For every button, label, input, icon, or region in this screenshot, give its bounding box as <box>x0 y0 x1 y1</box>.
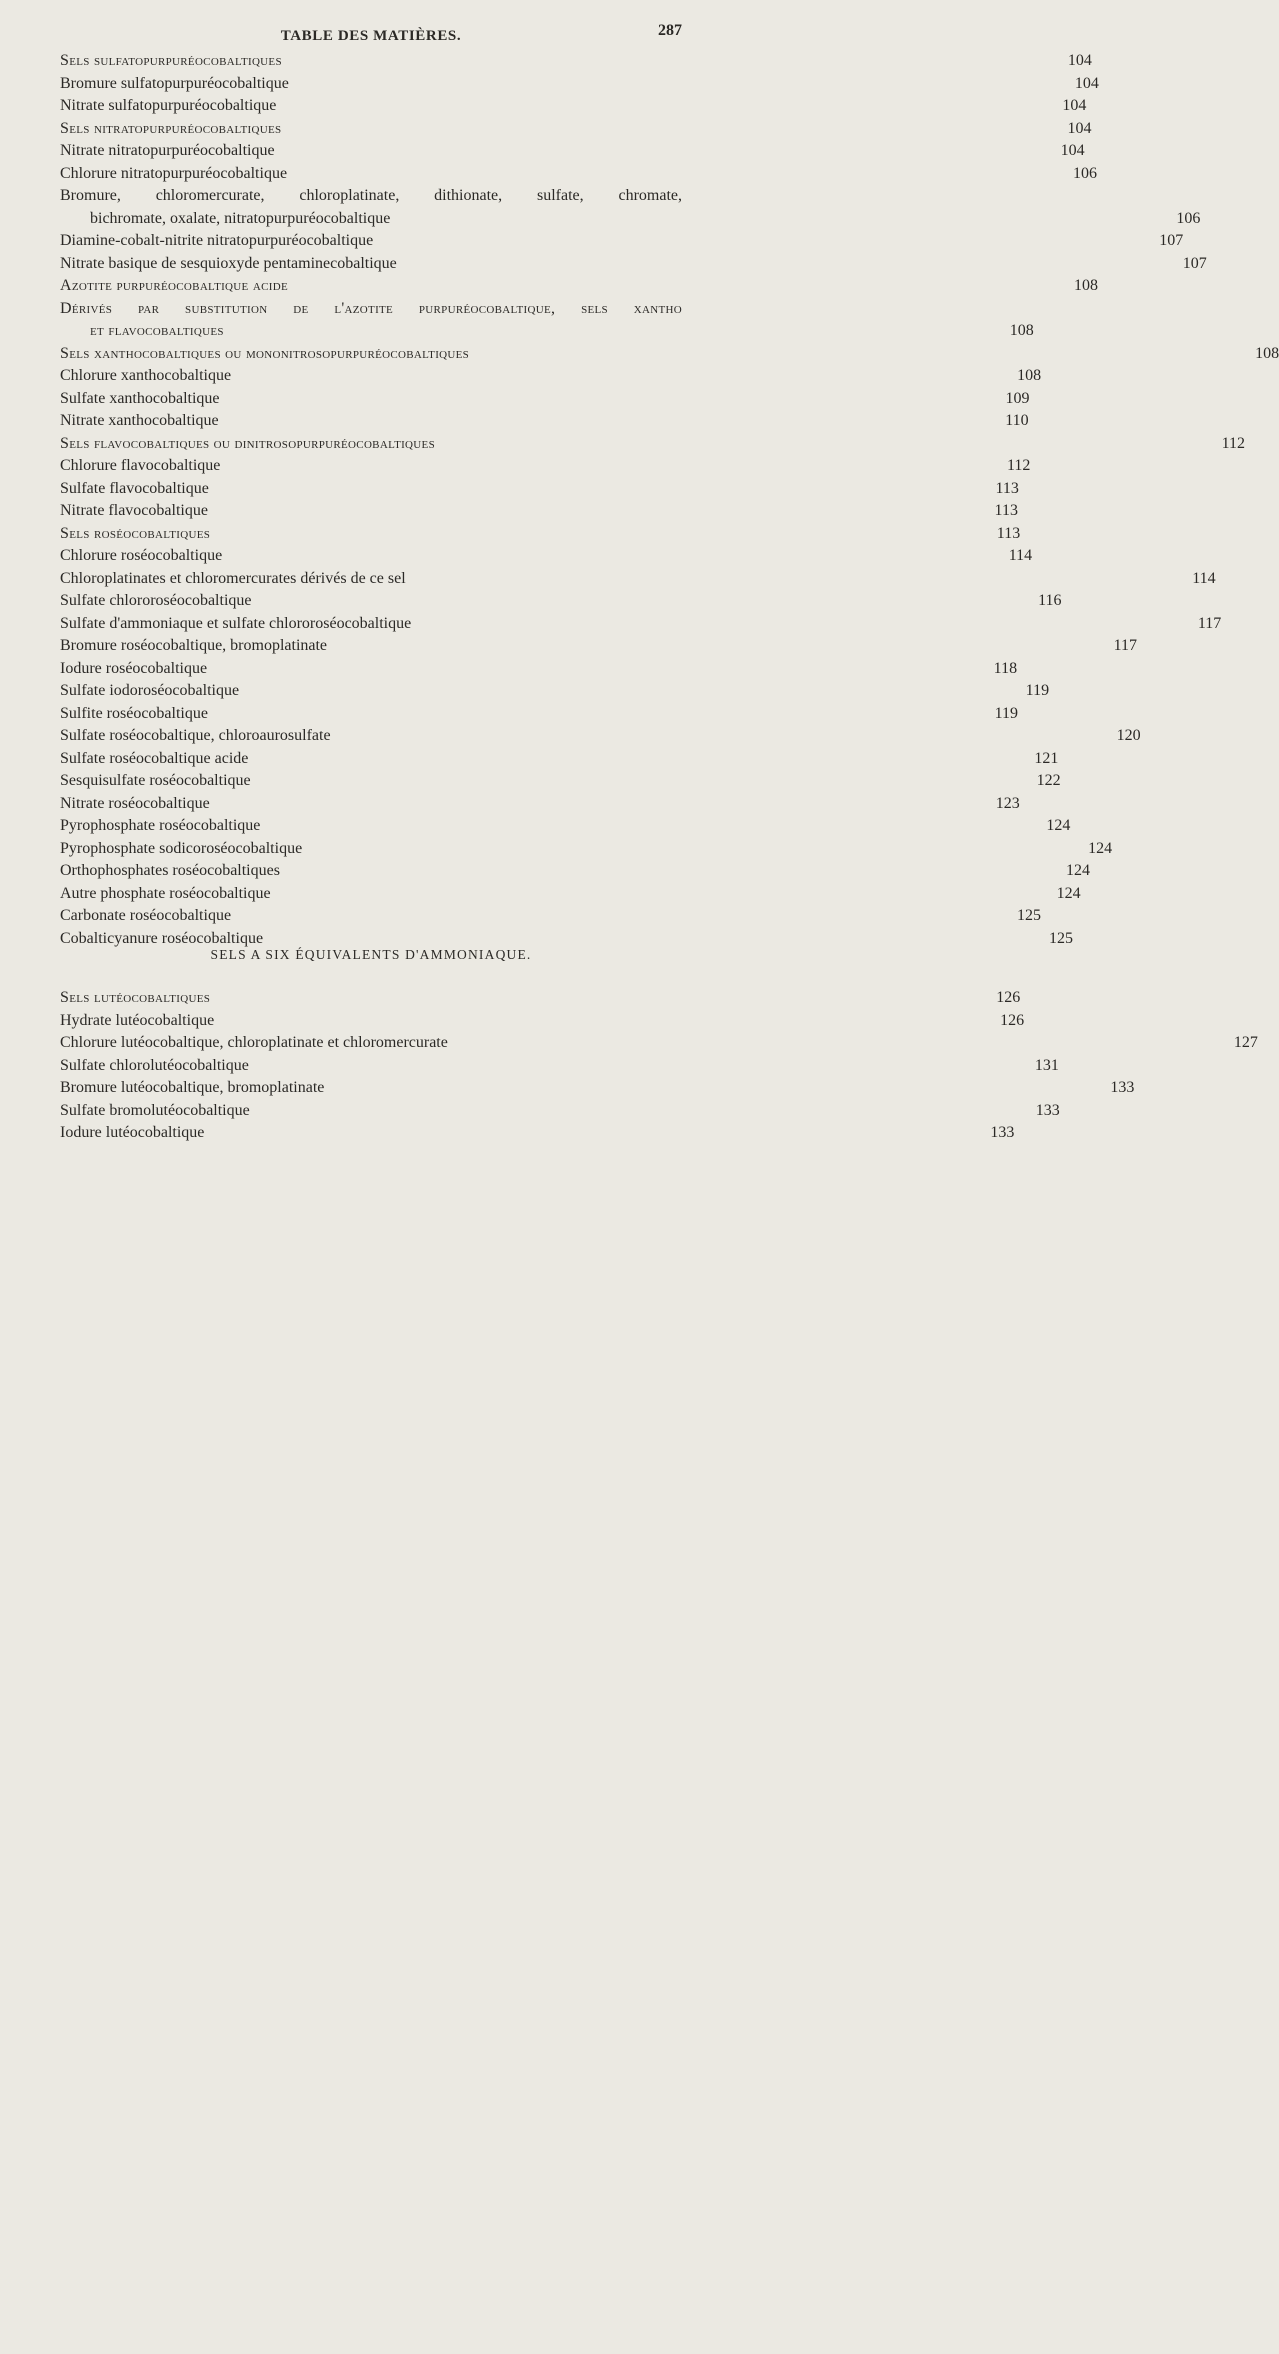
toc-entry-title: Cobalticyanure roséocobaltique <box>60 929 264 947</box>
toc-entry-page: 104 <box>1060 142 1085 159</box>
page-number: 287 <box>658 22 682 39</box>
toc-entry-title-line-1: Bromure, chloromercurate, chloroplatinate, dithionate, sulfate, chromate, <box>60 187 682 204</box>
toc-entry <box>60 1032 1258 1055</box>
toc-entry-title: Bromure lutéocobaltique, bromoplatinate <box>60 1079 325 1096</box>
toc-entry <box>60 748 1059 771</box>
toc-entry <box>60 365 1042 388</box>
section-heading: SELS A SIX ÉQUIVALENTS D'AMMONIAQUE. <box>210 947 532 962</box>
toc-entry-page: 124 <box>1088 839 1113 857</box>
toc-entry <box>60 230 1184 253</box>
toc-entry-page: 127 <box>1233 1034 1258 1051</box>
toc-entry-title: Azotite purpuréocobaltique acide <box>60 277 288 294</box>
toc-entry <box>60 388 1030 411</box>
toc-entry <box>60 725 1141 748</box>
toc-entry-page: 133 <box>1035 1101 1060 1119</box>
toc-entry <box>60 50 1092 73</box>
toc-entry <box>60 253 1207 276</box>
toc-entry <box>60 815 1071 838</box>
toc-entry-page: 117 <box>1113 637 1138 654</box>
toc-entry-page: 107 <box>1182 254 1207 272</box>
toc-entry-title: Nitrate basique de sesquioxyde pentaminecobaltique <box>60 254 397 272</box>
toc-entry-title: Hydrate lutéocobaltique <box>60 1011 215 1029</box>
toc-entry-title: Sulfate chlororoséocobaltique <box>60 592 252 609</box>
toc-entry-title-line-1: Dérivés par substitution de l'azotite purpuréocobaltique, sels xantho <box>60 299 682 317</box>
toc-entry-title: Diamine-cobalt-nitrite nitratopurpuréocobaltique <box>60 232 374 249</box>
toc-entry <box>60 987 1021 1010</box>
toc-entry-title: Bromure roséocobaltique, bromoplatinate <box>60 637 328 654</box>
toc-entry <box>60 343 1279 366</box>
running-head <box>60 22 682 50</box>
toc-entry <box>60 298 1034 343</box>
toc-entry <box>60 140 1085 163</box>
toc-entry-title: Chlorure flavocobaltique <box>60 457 221 474</box>
toc-entry <box>60 275 1098 298</box>
toc-entry-page: 114 <box>1192 569 1216 587</box>
toc-entry-title: Sels lutéocobaltiques <box>60 989 211 1006</box>
toc-entry-title: bichromate, oxalate, nitratopurpuréocobaltique <box>90 209 391 227</box>
toc-entry-page: 118 <box>993 659 1018 677</box>
toc-entry <box>60 883 1081 906</box>
toc-entry-title: Sulfite roséocobaltique <box>60 704 208 722</box>
toc-entry-page: 109 <box>1005 389 1030 407</box>
table-of-contents-part-2 <box>60 987 1258 1145</box>
toc-entry-title: Chlorure xanthocobaltique <box>60 367 232 384</box>
toc-entry-title: Sulfate roséocobaltique acide <box>60 749 249 767</box>
toc-entry <box>60 478 1019 501</box>
toc-entry-page: 124 <box>1056 884 1081 902</box>
toc-entry <box>60 1010 1025 1033</box>
toc-entry-title: Pyrophosphate roséocobaltique <box>60 817 261 834</box>
toc-entry-title: Iodure roséocobaltique <box>60 659 208 677</box>
toc-entry-title: Sulfate xanthocobaltique <box>60 389 220 407</box>
toc-entry <box>60 95 1087 118</box>
toc-entry <box>60 163 1098 186</box>
toc-entry-page: 131 <box>1034 1056 1059 1074</box>
toc-entry-page: 125 <box>1049 929 1074 947</box>
toc-entry <box>60 860 1090 883</box>
page-title: TABLE DES MATIÈRES. <box>280 28 462 44</box>
toc-entry <box>60 613 1222 636</box>
toc-entry-title: Sulfate d'ammoniaque et sulfate chlororoséocobaltique <box>60 614 412 632</box>
toc-entry-title: Nitrate sulfatopurpuréocobaltique <box>60 97 277 114</box>
toc-entry-title: Sulfate chlorolutéocobaltique <box>60 1056 249 1074</box>
toc-entry <box>60 73 1099 96</box>
toc-entry-title: Sulfate iodoroséocobaltique <box>60 682 240 699</box>
toc-entry-title: Orthophosphates roséocobaltiques <box>60 862 280 879</box>
toc-entry-page: 119 <box>994 704 1018 722</box>
toc-entry-title: Sels sulfatopurpuréocobaltiques <box>60 52 282 69</box>
toc-entry <box>60 793 1020 816</box>
toc-entry <box>60 680 1050 703</box>
toc-entry-page: 124 <box>1065 862 1090 879</box>
toc-entry-page: 133 <box>990 1124 1015 1141</box>
toc-entry <box>60 905 1042 928</box>
toc-entry-page: 104 <box>1062 97 1087 114</box>
toc-entry-page: 116 <box>1038 592 1062 609</box>
toc-entry-title: Iodure lutéocobaltique <box>60 1124 205 1141</box>
toc-entry-page: 107 <box>1159 232 1184 249</box>
toc-entry-page: 108 <box>1017 367 1042 384</box>
toc-entry-page: 106 <box>1176 209 1201 227</box>
toc-entry-title: Pyrophosphate sodicoroséocobaltique <box>60 839 303 857</box>
toc-entry-title: et flavocobaltiques <box>90 322 224 339</box>
toc-entry-title: Sulfate roséocobaltique, chloroaurosulfate <box>60 727 331 744</box>
toc-entry-title: Sulfate bromolutéocobaltique <box>60 1101 250 1119</box>
toc-entry <box>60 658 1018 681</box>
toc-entry-title: Carbonate roséocobaltique <box>60 907 232 924</box>
toc-entry <box>60 770 1061 793</box>
toc-entry-page: 113 <box>994 502 1018 519</box>
toc-entry <box>60 1122 1015 1145</box>
toc-entry-page: 113 <box>996 524 1021 542</box>
toc-entry-title: Chlorure roséocobaltique <box>60 547 223 564</box>
toc-entry-page: 126 <box>996 989 1021 1006</box>
toc-entry <box>60 838 1113 861</box>
toc-entry <box>60 433 1245 456</box>
toc-entry <box>60 118 1092 141</box>
toc-entry-title: Sels roséocobaltiques <box>60 524 211 542</box>
toc-entry-page: 104 <box>1074 74 1099 92</box>
table-of-contents-part-1 <box>60 50 1279 950</box>
toc-entry-title: Autre phosphate roséocobaltique <box>60 884 271 902</box>
toc-entry <box>60 703 1018 726</box>
toc-entry-page: 121 <box>1034 749 1059 767</box>
toc-entry-page: 108 <box>1073 277 1098 294</box>
toc-entry-page: 112 <box>1221 434 1245 452</box>
toc-entry-title: Nitrate nitratopurpuréocobaltique <box>60 142 275 159</box>
toc-entry-title: Sels xanthocobaltiques ou mononitrosopurpuréocobaltiques <box>60 344 470 362</box>
toc-entry-page: 113 <box>995 479 1019 497</box>
toc-entry <box>60 590 1062 613</box>
toc-entry-page: 122 <box>1036 772 1061 789</box>
toc-entry <box>60 523 1021 546</box>
toc-entry <box>60 185 1201 230</box>
toc-entry-title: Chlorure lutéocobaltique, chloroplatinate et chloromercurate <box>60 1034 448 1051</box>
toc-entry-title: Sels flavocobaltiques ou dinitrosopurpuréocobaltiques <box>60 434 435 452</box>
toc-entry-page: 126 <box>1000 1011 1025 1029</box>
toc-entry <box>60 1055 1059 1078</box>
toc-entry-page: 114 <box>1008 547 1033 564</box>
toc-entry <box>60 410 1029 433</box>
toc-entry-title: Sulfate flavocobaltique <box>60 479 209 497</box>
toc-entry-page: 120 <box>1116 727 1141 744</box>
toc-entry-page: 124 <box>1046 817 1071 834</box>
toc-entry-page: 106 <box>1073 164 1098 182</box>
toc-entry-page: 112 <box>1006 457 1031 474</box>
toc-entry <box>60 455 1031 478</box>
toc-entry <box>60 1100 1060 1123</box>
toc-entry-page: 133 <box>1110 1079 1135 1096</box>
toc-entry <box>60 568 1216 591</box>
toc-entry-page: 125 <box>1017 907 1042 924</box>
toc-entry-title: Bromure sulfatopurpuréocobaltique <box>60 74 289 92</box>
toc-entry-page: 108 <box>1255 344 1279 362</box>
toc-entry-title: Sesquisulfate roséocobaltique <box>60 772 251 789</box>
toc-entry-title: Chlorure nitratopurpuréocobaltique <box>60 164 288 182</box>
toc-entry-page: 117 <box>1197 614 1222 632</box>
toc-entry <box>60 1077 1135 1100</box>
toc-entry-page: 110 <box>1005 412 1029 429</box>
toc-entry-page: 119 <box>1025 682 1050 699</box>
toc-entry-title: Chloroplatinates et chloromercurates dérivés de ce sel <box>60 569 406 587</box>
toc-entry-page: 108 <box>1009 322 1034 339</box>
toc-entry <box>60 635 1138 658</box>
toc-entry-page: 104 <box>1067 119 1092 137</box>
toc-entry <box>60 545 1033 568</box>
toc-entry-page: 104 <box>1067 52 1092 69</box>
toc-entry-title: Nitrate roséocobaltique <box>60 794 210 812</box>
toc-entry-title: Sels nitratopurpuréocobaltiques <box>60 119 282 137</box>
toc-entry-title: Nitrate xanthocobaltique <box>60 412 219 429</box>
toc-entry-page: 123 <box>995 794 1020 812</box>
toc-entry <box>60 500 1018 523</box>
toc-entry-title: Nitrate flavocobaltique <box>60 502 208 519</box>
